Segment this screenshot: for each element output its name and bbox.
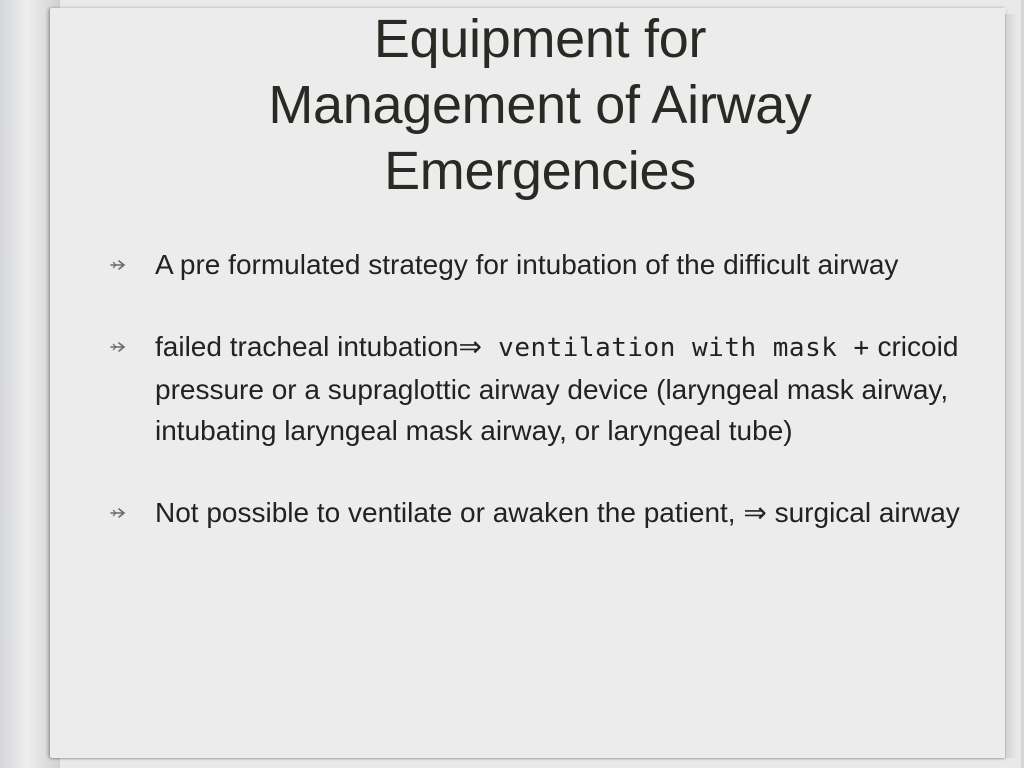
arrow-bullet-icon xyxy=(110,506,128,520)
title-line-3: Emergencies xyxy=(384,141,696,201)
bullet-text: Not possible to ventilate or awaken the patient, ⇒ surgical airway xyxy=(155,497,960,528)
bullet-item-failed-intubation xyxy=(110,326,990,451)
bullet-item-surgical-airway xyxy=(110,492,990,533)
bullet-text-part-1: failed tracheal intubation⇒ xyxy=(155,331,483,362)
bullet-item-strategy xyxy=(110,244,990,285)
slide-title xyxy=(120,6,960,204)
title-line-2: Management of Airway xyxy=(268,75,812,135)
bullet-text-part-2: ventilation with mask + xyxy=(482,333,870,363)
bullet-list xyxy=(110,244,990,574)
arrow-bullet-icon xyxy=(110,340,128,354)
arrow-bullet-icon xyxy=(110,258,128,272)
bullet-text: A pre formulated strategy for intubation of the difficult airway xyxy=(155,249,899,280)
title-line-1: Equipment for xyxy=(373,9,707,69)
bullet-text-part-3: cricoid pressure or a supraglottic airway device (laryngeal mask airway, intubating laryngeal mask airway, or laryngeal tube) xyxy=(155,331,959,446)
